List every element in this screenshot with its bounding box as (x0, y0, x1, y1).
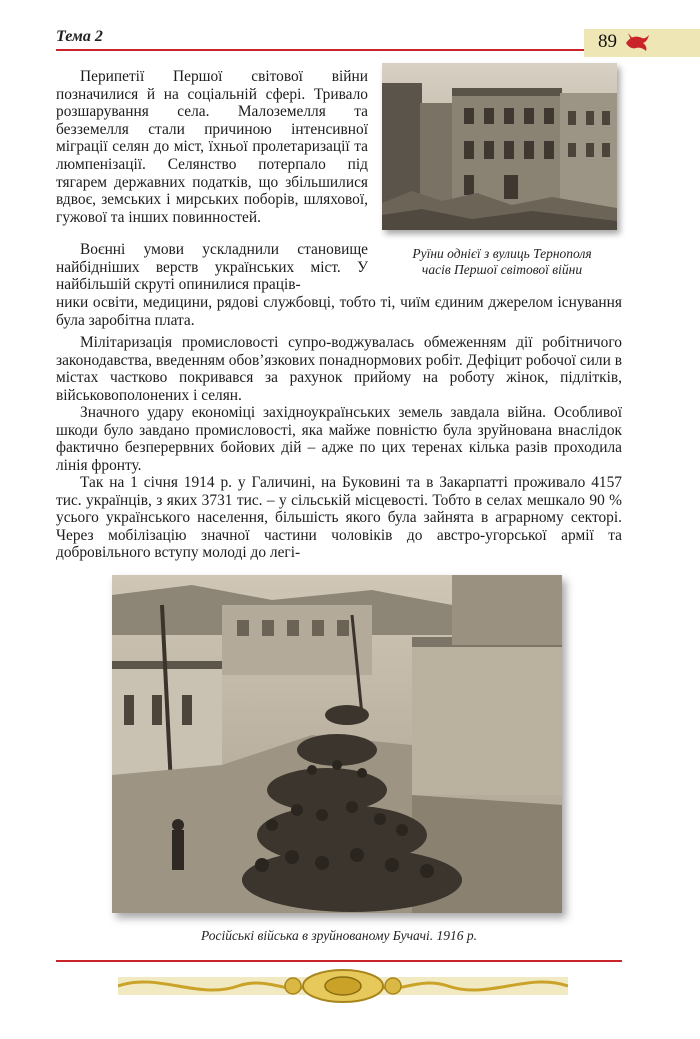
paragraph-5: Так на 1 січня 1914 р. у Галичині, на Буковині та в Закарпатті проживало 4157 тис. українців, з яких 3731 тис. – у сільській місцевості. Тобто в селах мешкало 90 % усього українського населення, більшість якого була зайнята в аграрному секторі. Через мобілізацію значної частини чоловіків до австро-угорської армії та добровільного вступу молоді до легі- (56, 474, 622, 562)
paragraph-1: Перипетії Першої світової війни позначилися й на соціальній сфері. Тривало розшарування села. Малоземелля та безземелля стали причиною інтенсивної міграції селян до міст, їхньої пролетаризації та люмпенізації. Селянство потерпало під тягарем державних податків, що збільшилися вдвоє, земських і мирських поборів, шляхової, гужової та інших повинностей. (56, 68, 368, 226)
bottom-photo-caption: Російські війська в зруйнованому Бучачі. 1916 р. (200, 928, 478, 943)
top-photo-caption (382, 246, 622, 278)
paragraph-2-narrow: Воєнні умови ускладнили становище найбідніших верств українських міст. У найбільшій скруті опинилися праців- (56, 241, 368, 294)
footer-ornament-icon (118, 967, 568, 1005)
top-caption-line-1: Руїни однієї з вулиць Тернополя (412, 246, 592, 261)
header-rule (56, 49, 588, 51)
theme-label: Тема 2 (56, 28, 103, 45)
page-header (0, 0, 700, 62)
buchach-troops-photo (112, 575, 562, 913)
top-caption-line-2: часів Першої світової війни (421, 262, 583, 277)
bird-emblem-icon (622, 29, 650, 55)
page-footer (0, 955, 700, 1039)
paragraph-3: Мілітаризація промисловості супро-воджувалась обмеженням дії робітничого законодавства, введенням обов’язкових понаднормових робіт. Дефіцит робочої сили в містах частково покривався за рахунок прийому на роботу жінок, підлітків, військовополонених і селян. (56, 334, 622, 404)
paragraph-4: Значного удару економіці західноукраїнських земель завдала війна. Особливої шкоди було завдано промисловості, яка майже повністю була зруйнована внаслідок фактично безперервних бойових дій – адже по цих теренах кілька разів проходила лінія фронту. (56, 404, 622, 474)
ternopil-ruins-photo (382, 63, 617, 230)
page-number: 89 (598, 31, 617, 52)
paragraph-2-continued: ники освіти, медицини, рядові службовці, тобто ті, чиїм єдиним джерелом існування була заробітна плата. (56, 294, 622, 329)
footer-rule (56, 960, 622, 962)
